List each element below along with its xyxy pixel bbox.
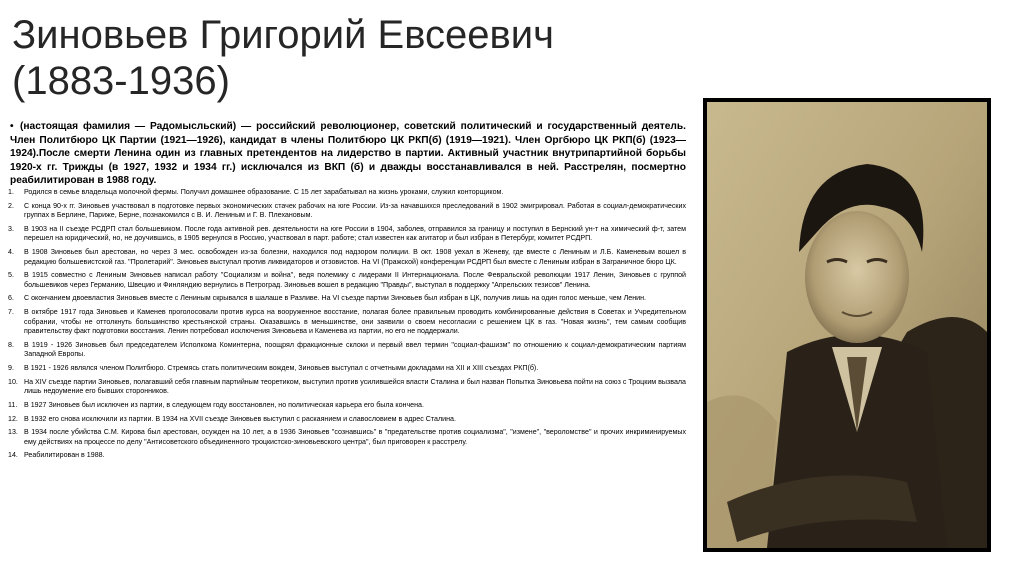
- list-item-text: В 1927 Зиновьев был исключен из партии, в следующем году восстановлен, но политическая карьера его была кончена.: [24, 400, 424, 409]
- list-item: [8, 188, 686, 198]
- list-item-text: Родился в семье владельца молочной фермы. Получил домашнее образование. С 15 лет зарабатывал на жизнь уроками, служил конторщиком.: [24, 188, 504, 196]
- list-item-number: 14.: [8, 451, 18, 460]
- title-name: Зиновьев Григорий Евсеевич: [12, 13, 554, 57]
- list-item-text: В 1903 на II съезде РСДРП стал большевиком. После года активной рев. деятельности на юге России в 1904, заболев, отправился за границу и поступил в Бернский ун-т на химический ф-т, затем перешел на юридический, но, не доучившись, в 1905 вернулся в Россию, участвовал в парт. работе; стал известен как агитатор и был избран в Петербург, комитет РСДРП.: [24, 224, 686, 243]
- list-item-text: В октябре 1917 года Зиновьев и Каменев проголосовали против курса на вооруженное восстание, полагая более правильным проводить комбинированные действия в Советах и Учредительном собрании, чтобы не оттолкнуть большинство крестьянской страны. Оказавшись в меньшинстве, они заявили о своем несогласии с решением ЦК в газ. "Новая жизнь", тем самым сообщив правительству факт подготовки восстания. Ленин потребовал исключения Зиновьева и Каменева из партии, но его не поддержали.: [24, 308, 686, 336]
- portrait-image: [707, 102, 987, 548]
- list-item: [8, 202, 686, 221]
- bullet-dot: •: [10, 121, 14, 132]
- list-item-number: 4.: [8, 248, 14, 257]
- list-item-text: В 1908 Зиновьев был арестован, но через 3 мес. освобожден из-за болезни, находился под надзором полиции. В окт. 1908 уехал в Женеву, где вместе с Лениным и Л.Б. Каменевым вошел в редакцию большевистской газ. "Пролетарий". Зиновьев выступал против ликвидаторов и отзовистов. На VI (Пражской) конференции РСДРП был вместе с Лениным избран в Заграничное бюро ЦК.: [24, 248, 686, 266]
- list-item-text: В 1919 - 1926 Зиновьев был председателем Исполкома Коминтерна, поощрял фракционные склоки и первый ввел термин "социал-фашизм" по отношению к социал-демократическим партиям Западной Европы.: [24, 340, 686, 359]
- list-item-text: С конца 90-х гг. Зиновьев участвовал в подготовке первых экономических стачек рабочих на юге России. Из-за начавшихся преследований в 1902 эмигрировал. Работая в социал-демократических группах в Берлине, Париже, Берне, познакомился с В. И. Лениным и Г. В. Плехановым.: [24, 201, 686, 220]
- list-item-number: 2.: [8, 201, 14, 210]
- list-item-number: 10.: [8, 377, 18, 386]
- title-years: (1883-1936): [12, 59, 230, 103]
- list-item: [8, 401, 686, 411]
- list-item-number: 8.: [8, 340, 14, 349]
- list-item: [8, 415, 686, 425]
- list-item-text: В 1932 его снова исключили из партии. В 1934 на XVII съезде Зиновьев выступил с раскаянием и славословием в адрес Сталина.: [24, 414, 456, 423]
- list-item: [8, 341, 686, 360]
- list-item: [8, 428, 686, 447]
- list-item-number: 12.: [8, 414, 18, 423]
- biography-list: [8, 188, 686, 465]
- list-item-number: 7.: [8, 308, 14, 317]
- list-item-text: В 1921 - 1926 являлся членом Политбюро. Стремясь стать политическим вождем, Зиновьев выступал с отчетными докладами на XII и XIII съездах РКП(б).: [24, 364, 539, 372]
- list-item-number: 5.: [8, 271, 14, 280]
- list-item-text: В 1915 совместно с Лениным Зиновьев написал работу "Социализм и война", ведя полемику с лидерами II Интернационала. После Февральской революции 1917 Ленин, Зиновьев с группой большевиков через Германию, Швецию и Финляндию вернулись в Петроград. Зиновьев вошел в редакцию "Правды", выступал в поддержку "Апрельских тезисов" Ленина.: [24, 271, 686, 289]
- list-item-text: На XIV съезде партии Зиновьев, полагавший себя главным партийным теоретиком, выступил против усилившейся власти Сталина и был назван Попытка Зиновьева пойти на союз с Троцким вызвала лишь недоумение его бывших сторонников.: [24, 377, 686, 396]
- list-item: [8, 364, 686, 374]
- list-item: [8, 225, 686, 244]
- list-item-number: 13.: [8, 428, 18, 437]
- list-item: [8, 294, 686, 304]
- list-item-number: 1.: [8, 188, 14, 196]
- intro-paragraph: [10, 120, 686, 188]
- intro-text: (настоящая фамилия — Радомысльский) — российский революционер, советский политический и государственный деятель. Член Политбюро ЦК Партии (1921—1926), кандидат в члены Политбюро ЦК РКП(б) (1919—1921). Член Оргбюро ЦК РКП(б) (1923—1924).После смерти Ленина один из главных претендентов на лидерство в партии. Активный участник внутрипартийной борьбы 1920-х гг. Трижды (в 1927, 1932 и 1934 гг.) исключался из ВКП (б) и дважды восстанавливался в ней. Расстрелян, посмертно реабилитирован в 1988 году.: [10, 121, 686, 187]
- list-item-number: 9.: [8, 364, 14, 372]
- list-item-text: С окончанием двоевластия Зиновьев вместе с Лениным скрывался в шалаше в Разливе. На VI съезде партии Зиновьев был избран в ЦК, получив лишь на один голос меньше, чем Ленин.: [24, 294, 646, 303]
- list-item: [8, 271, 686, 290]
- list-item: [8, 378, 686, 397]
- list-item-number: 6.: [8, 294, 14, 303]
- list-item-number: 11.: [8, 400, 18, 409]
- portrait-photo: [703, 98, 991, 552]
- list-item-text: Реабилитирован в 1988.: [24, 451, 105, 460]
- list-item-text: В 1934 после убийства С.М. Кирова был арестован, осужден на 10 лет, а в 1936 Зиновьев "сознавшись" в "предательстве против социализма", "измене", "вероломстве" и прочих инкриминируемых ему действиях на процессе по делу "Антисоветского объединенного троцкистско-зиновьевского центра", был приговорен к расстрелу.: [24, 428, 686, 446]
- list-item: [8, 308, 686, 337]
- list-item: [8, 248, 686, 267]
- list-item-number: 3.: [8, 224, 14, 233]
- list-item: [8, 451, 686, 461]
- slide-title: [12, 12, 692, 104]
